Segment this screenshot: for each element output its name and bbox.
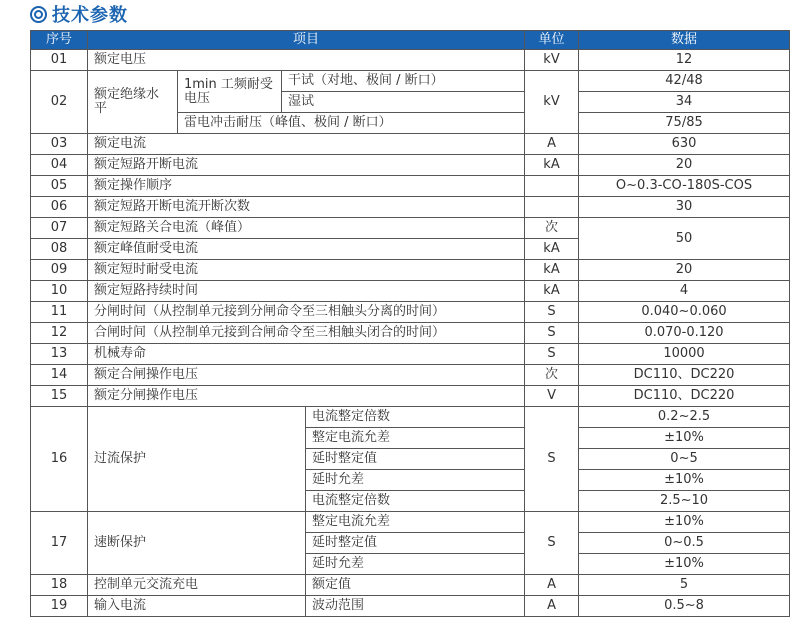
row-no: 17 bbox=[31, 512, 88, 575]
row-value: 42/48 bbox=[579, 71, 790, 92]
row-item: 额定短路开断电流 bbox=[88, 155, 525, 176]
row-unit: S bbox=[525, 302, 579, 323]
row-item: 额定短路开断电流开断次数 bbox=[88, 197, 525, 218]
row-unit: S bbox=[525, 512, 579, 575]
table-row bbox=[31, 512, 790, 533]
row-value: 0.2~2.5 bbox=[579, 407, 790, 428]
row-subitem: 延时允差 bbox=[306, 470, 525, 491]
header-no: 序号 bbox=[31, 31, 88, 50]
row-subitem-lightning: 雷电冲击耐压（峰值、极间 / 断口） bbox=[178, 113, 525, 134]
row-unit: kV bbox=[525, 50, 579, 71]
section-title: 技术参数 bbox=[52, 5, 128, 26]
row-item: 输入电流 bbox=[88, 596, 306, 617]
table-row bbox=[31, 344, 790, 365]
row-unit: S bbox=[525, 344, 579, 365]
row-value: ±10% bbox=[579, 554, 790, 575]
row-no: 15 bbox=[31, 386, 88, 407]
table-row bbox=[31, 281, 790, 302]
row-value: 30 bbox=[579, 197, 790, 218]
row-subitem-wet: 湿试 bbox=[282, 92, 525, 113]
row-item: 额定绝缘水平 bbox=[88, 71, 178, 134]
row-value: 0~5 bbox=[579, 449, 790, 470]
double-circle-icon bbox=[30, 6, 47, 23]
row-no: 18 bbox=[31, 575, 88, 596]
row-unit: S bbox=[525, 407, 579, 512]
row-value: 630 bbox=[579, 134, 790, 155]
row-no: 12 bbox=[31, 323, 88, 344]
row-item: 额定短路持续时间 bbox=[88, 281, 525, 302]
table-row bbox=[31, 50, 790, 71]
row-subitem: 整定电流允差 bbox=[306, 428, 525, 449]
row-subitem-dry: 干试（对地、极间 / 断口） bbox=[282, 71, 525, 92]
row-subitem: 波动范围 bbox=[306, 596, 525, 617]
row-unit: kA bbox=[525, 281, 579, 302]
row-no: 08 bbox=[31, 239, 88, 260]
row-value: 75/85 bbox=[579, 113, 790, 134]
table-row bbox=[31, 71, 790, 92]
row-item: 过流保护 bbox=[88, 407, 306, 512]
row-unit bbox=[525, 197, 579, 218]
row-unit: S bbox=[525, 323, 579, 344]
row-no: 13 bbox=[31, 344, 88, 365]
row-unit bbox=[525, 176, 579, 197]
row-unit: kA bbox=[525, 155, 579, 176]
header-data: 数据 bbox=[579, 31, 790, 50]
table-row bbox=[31, 176, 790, 197]
table-row bbox=[31, 407, 790, 428]
row-item: 额定短时耐受电流 bbox=[88, 260, 525, 281]
row-unit: V bbox=[525, 386, 579, 407]
row-unit: 次 bbox=[525, 365, 579, 386]
row-value: DC110、DC220 bbox=[579, 365, 790, 386]
row-subitem: 延时整定值 bbox=[306, 449, 525, 470]
row-no: 07 bbox=[31, 218, 88, 239]
row-value: 12 bbox=[579, 50, 790, 71]
row-item: 控制单元交流充电 bbox=[88, 575, 306, 596]
row-value: 34 bbox=[579, 92, 790, 113]
row-item: 额定合闸操作电压 bbox=[88, 365, 525, 386]
table-row bbox=[31, 197, 790, 218]
row-value: ±10% bbox=[579, 470, 790, 491]
row-value: 0.5~8 bbox=[579, 596, 790, 617]
row-value: 10000 bbox=[579, 344, 790, 365]
row-subitem: 1min 工频耐受电压 bbox=[178, 71, 282, 113]
row-value: 0.070-0.120 bbox=[579, 323, 790, 344]
header-row bbox=[31, 31, 790, 50]
table-row bbox=[31, 365, 790, 386]
row-subitem: 整定电流允差 bbox=[306, 512, 525, 533]
table-row bbox=[31, 323, 790, 344]
row-value: 50 bbox=[579, 218, 790, 260]
row-value: 0~0.5 bbox=[579, 533, 790, 554]
header-item: 项目 bbox=[88, 31, 525, 50]
row-value: 5 bbox=[579, 575, 790, 596]
row-unit: A bbox=[525, 596, 579, 617]
row-value: DC110、DC220 bbox=[579, 386, 790, 407]
row-unit: kA bbox=[525, 260, 579, 281]
table-row bbox=[31, 386, 790, 407]
row-no: 05 bbox=[31, 176, 88, 197]
row-subitem: 额定值 bbox=[306, 575, 525, 596]
row-unit: kV bbox=[525, 71, 579, 134]
row-unit: 次 bbox=[525, 218, 579, 239]
row-value: ±10% bbox=[579, 512, 790, 533]
row-no: 01 bbox=[31, 50, 88, 71]
row-item: 额定电流 bbox=[88, 134, 525, 155]
row-value: 20 bbox=[579, 260, 790, 281]
table-row bbox=[31, 302, 790, 323]
row-unit: kA bbox=[525, 239, 579, 260]
table-row bbox=[31, 575, 790, 596]
row-value: ±10% bbox=[579, 428, 790, 449]
row-item: 额定操作顺序 bbox=[88, 176, 525, 197]
table-row bbox=[31, 596, 790, 617]
row-value: 0.040~0.060 bbox=[579, 302, 790, 323]
row-subitem: 延时整定值 bbox=[306, 533, 525, 554]
row-value: 4 bbox=[579, 281, 790, 302]
row-no: 04 bbox=[31, 155, 88, 176]
table-row bbox=[31, 155, 790, 176]
row-no: 14 bbox=[31, 365, 88, 386]
row-item: 机械寿命 bbox=[88, 344, 525, 365]
row-value: 2.5~10 bbox=[579, 491, 790, 512]
row-subitem: 电流整定倍数 bbox=[306, 407, 525, 428]
table-row bbox=[31, 260, 790, 281]
row-item: 额定分闸操作电压 bbox=[88, 386, 525, 407]
row-subitem: 延时允差 bbox=[306, 554, 525, 575]
table-row bbox=[31, 134, 790, 155]
row-item: 合闸时间（从控制单元接到合闸命令至三相触头闭合的时间） bbox=[88, 323, 525, 344]
row-unit: A bbox=[525, 134, 579, 155]
row-no: 10 bbox=[31, 281, 88, 302]
row-no: 06 bbox=[31, 197, 88, 218]
spec-table bbox=[30, 30, 790, 617]
row-item: 额定峰值耐受电流 bbox=[88, 239, 525, 260]
row-no: 09 bbox=[31, 260, 88, 281]
row-item: 分闸时间（从控制单元接到分闸命令至三相触头分离的时间） bbox=[88, 302, 525, 323]
row-unit: A bbox=[525, 575, 579, 596]
row-no: 16 bbox=[31, 407, 88, 512]
row-item: 额定电压 bbox=[88, 50, 525, 71]
row-item: 额定短路关合电流（峰值） bbox=[88, 218, 525, 239]
row-value: O~0.3-CO-180S-COS bbox=[579, 176, 790, 197]
row-item: 速断保护 bbox=[88, 512, 306, 575]
row-no: 03 bbox=[31, 134, 88, 155]
row-no: 19 bbox=[31, 596, 88, 617]
row-value: 20 bbox=[579, 155, 790, 176]
row-subitem: 电流整定倍数 bbox=[306, 491, 525, 512]
table-row bbox=[31, 218, 790, 239]
row-no: 02 bbox=[31, 71, 88, 134]
row-no: 11 bbox=[31, 302, 88, 323]
header-unit: 单位 bbox=[525, 31, 579, 50]
section-heading bbox=[30, 2, 128, 26]
